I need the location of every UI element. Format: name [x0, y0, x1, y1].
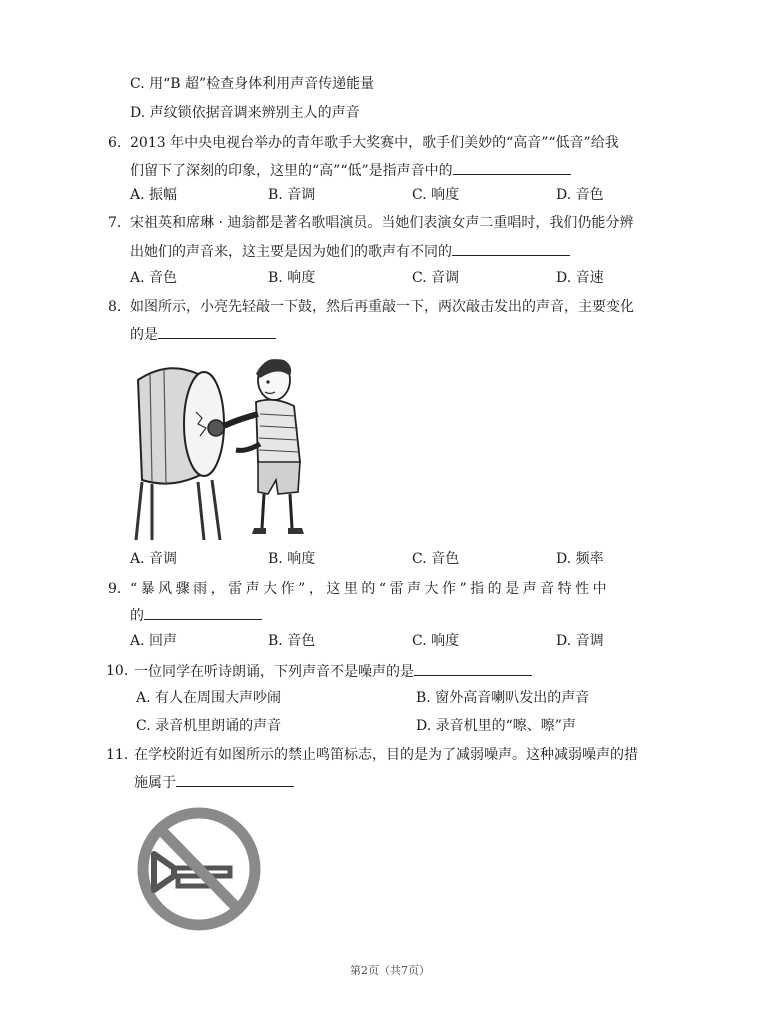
q7-stem-text: 出她们的声音来，这主要是因为她们的歌声有不同的 — [130, 244, 452, 260]
q6-option-a: A. 振幅 — [130, 187, 178, 203]
q6-option-b: B. 音调 — [268, 187, 316, 203]
q5-option-c: C. 用“B 超”检查身体利用声音传递能量 — [130, 76, 375, 92]
q10-option-a: A. 有人在周围大声吵闹 — [136, 690, 282, 706]
q9-option-d: D. 音调 — [556, 633, 604, 649]
no-honking-sign — [134, 806, 264, 932]
q7-option-a: A. 音色 — [130, 270, 178, 286]
answer-blank — [414, 661, 532, 676]
q6-option-d: D. 音色 — [556, 187, 604, 203]
q9-number: 9. — [108, 581, 122, 597]
q10-number: 10. — [106, 663, 129, 679]
q10-stem-line1 — [134, 661, 532, 682]
q11-stem-line1: 在学校附近有如图所示的禁止鸣笛标志，目的是为了减弱噪声。这种减弱噪声的措 — [134, 747, 638, 763]
q10-option-c: C. 录音机里朗诵的声音 — [136, 718, 282, 734]
page-footer: 第2页（共7页） — [350, 964, 430, 977]
q5-option-d: D. 声纹锁依据音调来辨别主人的声音 — [130, 105, 360, 121]
q8-stem-line2 — [130, 324, 276, 345]
q6-stem-line1: 2013 年中央电视台举办的青年歌手大奖赛中，歌手们美妙的“高音”“低音”给我 — [130, 135, 619, 151]
q7-stem-line2 — [130, 241, 570, 262]
q10-option-b: B. 窗外高音喇叭发出的声音 — [416, 690, 590, 706]
answer-blank — [452, 241, 570, 256]
q8-number: 8. — [108, 299, 122, 315]
answer-blank — [158, 324, 276, 339]
q10-stem-text: 一位同学在听诗朗诵，下列声音不是噪声的是 — [134, 664, 414, 680]
q8-stem-text: 的是 — [130, 327, 158, 343]
q7-option-d: D. 音速 — [556, 270, 604, 286]
q8-option-b: B. 响度 — [268, 551, 316, 567]
q6-option-c: C. 响度 — [412, 187, 460, 203]
q11-stem-line2 — [134, 772, 294, 793]
q8-stem-line1: 如图所示，小亮先轻敲一下鼓，然后再重敲一下，两次敲击发出的声音，主要变化 — [130, 299, 634, 315]
q8-option-c: C. 音色 — [412, 551, 460, 567]
q9-option-b: B. 音色 — [268, 633, 316, 649]
answer-blank — [144, 605, 262, 620]
q9-option-a: A. 回声 — [130, 633, 178, 649]
q6-number: 6. — [108, 135, 122, 151]
q9-option-c: C. 响度 — [412, 633, 460, 649]
q11-stem-text: 施属于 — [134, 775, 176, 791]
q7-option-c: C. 音调 — [412, 270, 460, 286]
q9-stem-line1: “暴风骤雨，雷声大作”，这里的“雷声大作”指的是声音特性中 — [130, 581, 611, 597]
q8-option-a: A. 音调 — [130, 551, 178, 567]
q10-option-d: D. 录音机里的“嚓、嚓”声 — [416, 718, 576, 734]
q11-number: 11. — [106, 747, 129, 763]
answer-blank — [453, 160, 571, 175]
q9-stem-line2 — [130, 605, 262, 626]
drum-illustration — [128, 352, 310, 540]
q6-stem-text: 们留下了深刻的印象，这里的“高”“低”是指声音中的 — [130, 163, 453, 179]
q8-option-d: D. 频率 — [556, 551, 604, 567]
q9-stem-text: 的 — [130, 608, 144, 624]
q7-stem-line1: 宋祖英和席琳 · 迪翁都是著名歌唱演员。当她们表演女声二重唱时，我们仍能分辨 — [130, 215, 634, 231]
answer-blank — [176, 772, 294, 787]
q7-number: 7. — [108, 215, 122, 231]
q6-stem-line2 — [130, 160, 571, 181]
q7-option-b: B. 响度 — [268, 270, 316, 286]
